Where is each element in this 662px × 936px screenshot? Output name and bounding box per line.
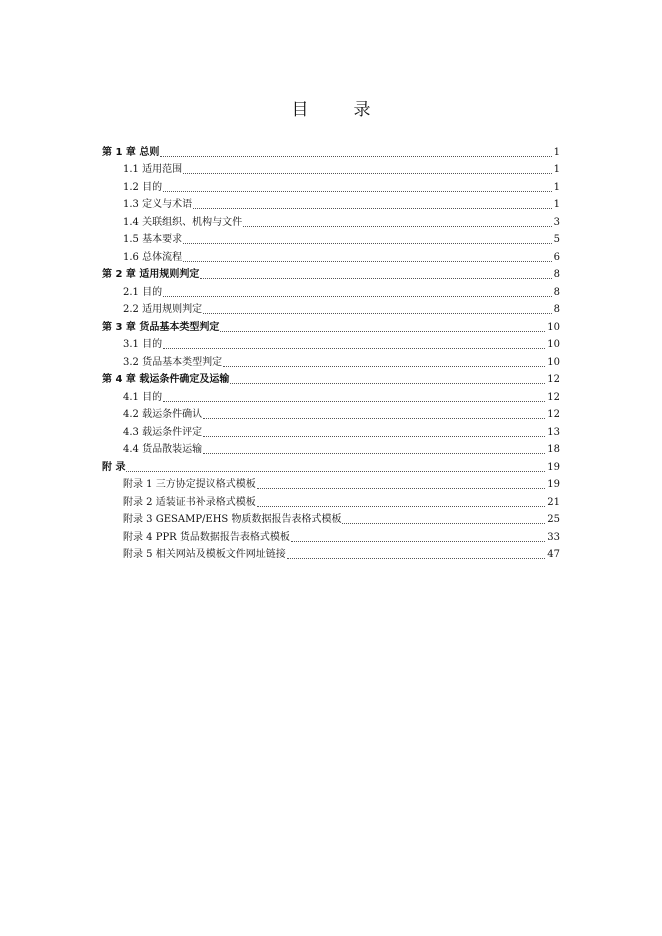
toc-dot-leader (183, 261, 552, 262)
toc-section-entry[interactable] (102, 159, 560, 177)
toc-chapter-entry[interactable] (102, 456, 560, 474)
toc-dot-leader (291, 541, 545, 542)
toc-page-number: 10 (547, 339, 560, 350)
toc-entry-label: 1.4 关联组织、机构与文件 (123, 216, 243, 228)
toc-dot-leader (203, 436, 545, 437)
toc-page-number: 1 (553, 146, 560, 158)
toc-page-number: 12 (547, 409, 560, 420)
toc-page-number: 10 (547, 321, 560, 333)
table-of-contents (102, 141, 560, 561)
toc-section-entry[interactable] (102, 194, 560, 212)
toc-page-number: 12 (547, 374, 560, 385)
toc-dot-leader (257, 488, 546, 489)
toc-chapter-entry[interactable] (102, 264, 560, 282)
toc-dot-leader (183, 243, 552, 244)
toc-entry-label: 附录 4 PPR 货品数据报告表格式模板 (123, 531, 290, 543)
toc-section-entry[interactable] (102, 404, 560, 422)
toc-entry-label: 4.4 货品散装运输 (123, 444, 203, 455)
toc-entry-label: 附 录 (102, 461, 126, 473)
toc-chapter-entry[interactable] (102, 316, 560, 334)
toc-dot-leader (203, 453, 545, 454)
toc-section-entry[interactable] (102, 229, 560, 247)
toc-page-number: 5 (553, 234, 560, 245)
toc-page-number: 6 (553, 251, 560, 263)
toc-page-number: 1 (553, 199, 560, 210)
toc-entry-label: 附录 2 适装证书补录格式模板 (123, 496, 256, 508)
toc-dot-leader (223, 366, 545, 367)
toc-section-entry[interactable] (102, 386, 560, 404)
toc-dot-leader (220, 331, 545, 332)
toc-page-number: 47 (547, 549, 560, 560)
toc-entry-label: 1.3 定义与术语 (123, 199, 193, 210)
toc-page-number: 13 (547, 426, 560, 438)
toc-page-number: 18 (547, 444, 560, 455)
toc-entry-label: 2.1 目的 (123, 286, 163, 298)
toc-page-number: 21 (547, 496, 560, 508)
toc-section-entry[interactable] (102, 491, 560, 509)
page-title: 目 录 (291, 100, 385, 120)
toc-dot-leader (163, 401, 545, 402)
toc-dot-leader (342, 523, 545, 524)
toc-entry-label: 附录 3 GESAMP/EHS 物质数据报告表格式模板 (123, 514, 342, 525)
toc-entry-label: 3.2 货品基本类型判定 (123, 356, 223, 368)
toc-entry-label: 3.1 目的 (123, 339, 163, 350)
toc-page-number: 8 (553, 269, 560, 280)
toc-entry-label: 4.3 载运条件评定 (123, 426, 203, 438)
toc-page-number: 8 (553, 304, 560, 315)
toc-page-number: 33 (547, 531, 560, 543)
toc-entry-label: 第 1 章 总则 (102, 146, 160, 158)
toc-dot-leader (163, 348, 545, 349)
toc-dot-leader (230, 383, 545, 384)
toc-section-entry[interactable] (102, 474, 560, 492)
toc-section-entry[interactable] (102, 246, 560, 264)
toc-entry-label: 2.2 适用规则判定 (123, 304, 203, 315)
toc-entry-label: 第 4 章 载运条件确定及运输 (102, 374, 230, 385)
toc-page-number: 19 (547, 479, 560, 490)
toc-section-entry[interactable] (102, 211, 560, 229)
toc-section-entry[interactable] (102, 439, 560, 457)
toc-section-entry[interactable] (102, 334, 560, 352)
toc-entry-label: 1.5 基本要求 (123, 234, 183, 245)
toc-section-entry[interactable] (102, 176, 560, 194)
toc-dot-leader (163, 191, 552, 192)
toc-entry-label: 附录 5 相关网站及模板文件网址链接 (123, 549, 286, 560)
toc-dot-leader (203, 418, 545, 419)
toc-page-number: 19 (547, 461, 560, 473)
toc-entry-label: 1.6 总体流程 (123, 251, 183, 263)
toc-entry-label: 第 2 章 适用规则判定 (102, 269, 200, 280)
toc-section-entry[interactable] (102, 281, 560, 299)
toc-page-number: 10 (547, 356, 560, 368)
toc-dot-leader (160, 156, 551, 157)
toc-entry-label: 第 3 章 货品基本类型判定 (102, 321, 220, 333)
toc-dot-leader (257, 506, 546, 507)
toc-dot-leader (203, 313, 552, 314)
toc-section-entry[interactable] (102, 421, 560, 439)
toc-dot-leader (200, 278, 551, 279)
toc-chapter-entry[interactable] (102, 141, 560, 159)
toc-entry-label: 4.2 载运条件确认 (123, 409, 203, 420)
toc-dot-leader (243, 226, 552, 227)
toc-page-number: 1 (553, 164, 560, 175)
toc-page-number: 3 (553, 216, 560, 228)
toc-page-number: 1 (553, 181, 560, 193)
toc-page-number: 25 (547, 514, 560, 525)
toc-page-number: 12 (547, 391, 560, 403)
toc-dot-leader (183, 173, 552, 174)
toc-section-entry[interactable] (102, 544, 560, 562)
toc-section-entry[interactable] (102, 509, 560, 527)
toc-entry-label: 4.1 目的 (123, 391, 163, 403)
toc-entry-label: 1.1 适用范围 (123, 164, 183, 175)
toc-dot-leader (287, 558, 546, 559)
toc-section-entry[interactable] (102, 526, 560, 544)
toc-page-number: 8 (553, 286, 560, 298)
toc-entry-label: 附录 1 三方协定提议格式模板 (123, 479, 256, 490)
toc-section-entry[interactable] (102, 299, 560, 317)
toc-entry-label: 1.2 目的 (123, 181, 163, 193)
toc-dot-leader (126, 471, 545, 472)
toc-chapter-entry[interactable] (102, 369, 560, 387)
toc-dot-leader (163, 296, 552, 297)
toc-dot-leader (193, 208, 552, 209)
toc-section-entry[interactable] (102, 351, 560, 369)
